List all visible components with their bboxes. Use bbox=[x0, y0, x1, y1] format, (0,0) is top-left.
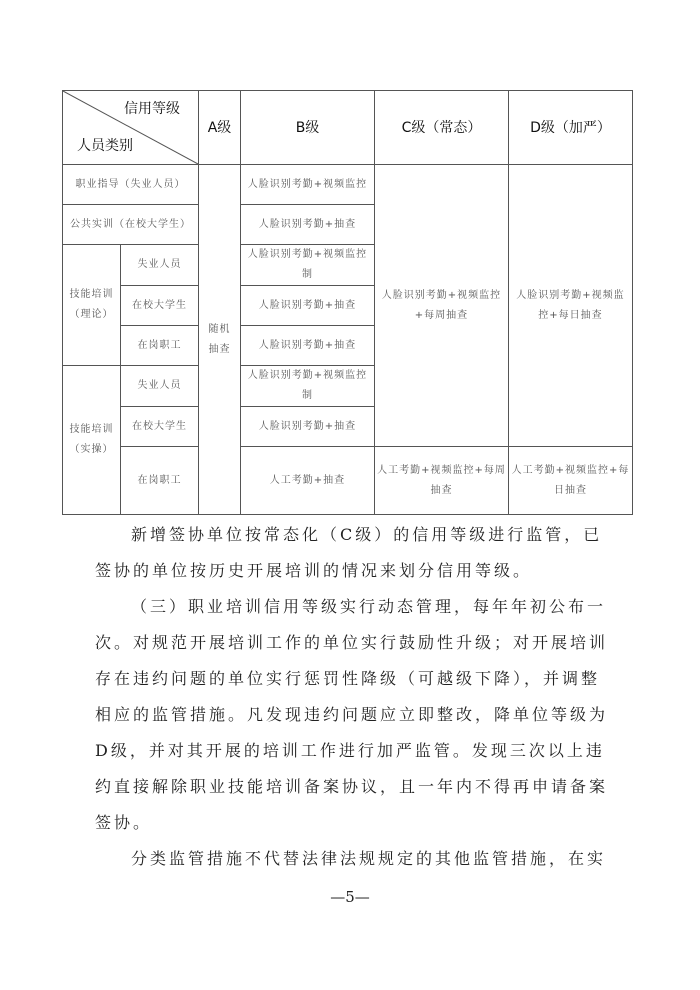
subcategory: 在岗职工 bbox=[121, 447, 199, 515]
category-skill-theory: 技能培训（理论） bbox=[63, 245, 121, 366]
header-col-c: C级（常态） bbox=[375, 91, 509, 165]
paragraph-new-signing: 新增签协单位按常态化（C级）的信用等级进行监管，已签协的单位按历史开展培训的情况来划分信用等级。 bbox=[95, 525, 603, 580]
paragraph-dynamic-management: （三）职业培训信用等级实行动态管理，每年年初公布一次。对规范开展培训工作的单位实行鼓励性升级；对开展培训存在违约问题的单位实行惩罚性降级（可越级下降），并调整相应的监管措施。凡发现违约问题应立即整改，降单位等级为D级，并对其开展的培训工作进行加严监管。发现三次以上违约直接解除职业技能培训备案协议，且一年内不得再申请备案签协。 bbox=[95, 597, 609, 832]
credit-supervision-table bbox=[62, 90, 633, 515]
c-level-measure-manual: 人工考勤+视频监控+每周抽查 bbox=[375, 447, 509, 515]
subcategory: 在岗职工 bbox=[121, 326, 199, 366]
header-credit-level: 信用等级 bbox=[124, 101, 180, 117]
b-measure: 人脸识别考勤+抽查 bbox=[241, 407, 375, 447]
page-number: —5— bbox=[330, 888, 370, 906]
header-personnel-type: 人员类别 bbox=[77, 138, 133, 154]
header-col-a: A级 bbox=[199, 91, 241, 165]
b-measure: 人脸识别考勤+视频监控制 bbox=[241, 366, 375, 407]
b-measure: 人脸识别考勤+视频监控制 bbox=[241, 245, 375, 286]
paragraph-other-measures: 分类监管措施不代替法律法规规定的其他监管措施，在实 bbox=[131, 849, 607, 868]
b-measure: 人脸识别考勤+视频监控 bbox=[241, 165, 375, 205]
diagonal-header-cell bbox=[63, 91, 199, 165]
b-measure: 人脸识别考勤+抽查 bbox=[241, 205, 375, 245]
d-level-measure: 人脸识别考勤+视频监控+每日抽查 bbox=[509, 165, 633, 447]
subcategory: 在校大学生 bbox=[121, 286, 199, 326]
b-measure: 人工考勤+抽查 bbox=[241, 447, 375, 515]
category-skill-practice: 技能培训（实操） bbox=[63, 366, 121, 515]
category-career-guidance: 职业指导（失业人员） bbox=[63, 165, 199, 205]
b-measure: 人脸识别考勤+抽查 bbox=[241, 286, 375, 326]
subcategory: 失业人员 bbox=[121, 245, 199, 286]
b-measure: 人脸识别考勤+抽查 bbox=[241, 326, 375, 366]
header-col-b: B级 bbox=[241, 91, 375, 165]
subcategory: 在校大学生 bbox=[121, 407, 199, 447]
header-col-d: D级（加严） bbox=[509, 91, 633, 165]
a-level-measure: 随机抽查 bbox=[199, 165, 241, 515]
category-public-training: 公共实训（在校大学生） bbox=[63, 205, 199, 245]
d-level-measure-manual: 人工考勤+视频监控+每日抽查 bbox=[509, 447, 633, 515]
c-level-measure: 人脸识别考勤+视频监控+每周抽查 bbox=[375, 165, 509, 447]
subcategory: 失业人员 bbox=[121, 366, 199, 407]
